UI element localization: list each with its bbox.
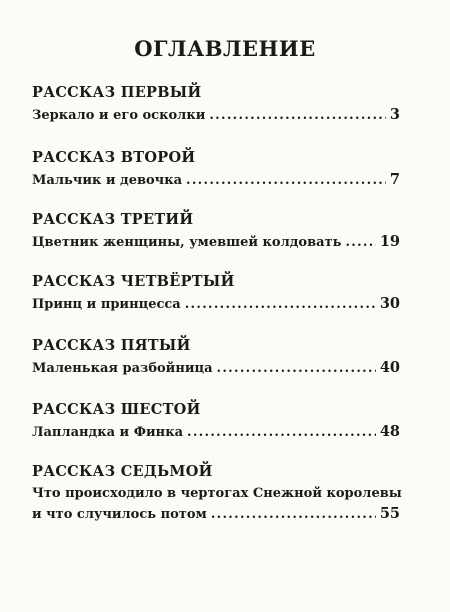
dot-leader	[187, 423, 376, 442]
toc-line[interactable]	[32, 170, 400, 190]
page-number: 7	[389, 171, 400, 188]
dot-leader	[345, 233, 375, 252]
toc-entry-1[interactable]	[32, 84, 400, 125]
toc-entry-6[interactable]	[32, 401, 400, 442]
toc-entry-5[interactable]	[32, 337, 400, 378]
toc-line[interactable]	[32, 105, 400, 125]
story-title: Зеркало и его осколки	[32, 108, 206, 123]
toc-line[interactable]	[32, 504, 400, 524]
story-title: Лапландка и Финка	[32, 425, 184, 440]
story-title: Мальчик и девочка	[32, 173, 183, 188]
story-heading: РАССКАЗ ШЕСТОЙ	[32, 401, 201, 418]
page-number: 40	[379, 359, 400, 376]
toc-line	[32, 484, 400, 503]
toc-entry-2[interactable]	[32, 149, 400, 190]
story-heading: РАССКАЗ СЕДЬМОЙ	[32, 463, 213, 480]
story-heading: РАССКАЗ ЧЕТВЁРТЫЙ	[32, 273, 235, 290]
toc-entry-4[interactable]	[32, 273, 400, 314]
toc-entry-7[interactable]	[32, 463, 400, 524]
story-heading: РАССКАЗ ТРЕТИЙ	[32, 211, 194, 228]
story-title: Цветник женщины, умевшей колдовать	[32, 235, 342, 250]
page-title: ОГЛАВЛЕНИЕ	[134, 36, 316, 61]
page-number: 30	[379, 295, 400, 312]
toc-line[interactable]	[32, 294, 400, 314]
dot-leader	[185, 295, 376, 314]
toc-line[interactable]	[32, 232, 400, 252]
story-heading: РАССКАЗ ПЯТЫЙ	[32, 337, 191, 354]
story-title: Принц и принцесса	[32, 297, 181, 312]
toc-line[interactable]	[32, 358, 400, 378]
dot-leader	[217, 359, 376, 378]
dot-leader	[186, 171, 386, 190]
story-title-line-1: Что происходило в чертогах Снежной королевы	[32, 486, 402, 501]
page-number: 48	[379, 423, 400, 440]
story-title-line-2: и что случилось потом	[32, 507, 207, 522]
dot-leader	[211, 505, 376, 524]
dot-leader	[209, 106, 386, 125]
story-heading: РАССКАЗ ПЕРВЫЙ	[32, 84, 202, 101]
story-heading: РАССКАЗ ВТОРОЙ	[32, 149, 196, 166]
page-number: 55	[379, 505, 400, 522]
toc-line[interactable]	[32, 422, 400, 442]
page-number: 19	[379, 233, 400, 250]
toc-entry-3[interactable]	[32, 211, 400, 252]
story-title: Маленькая разбойница	[32, 361, 213, 376]
page-number: 3	[389, 106, 400, 123]
